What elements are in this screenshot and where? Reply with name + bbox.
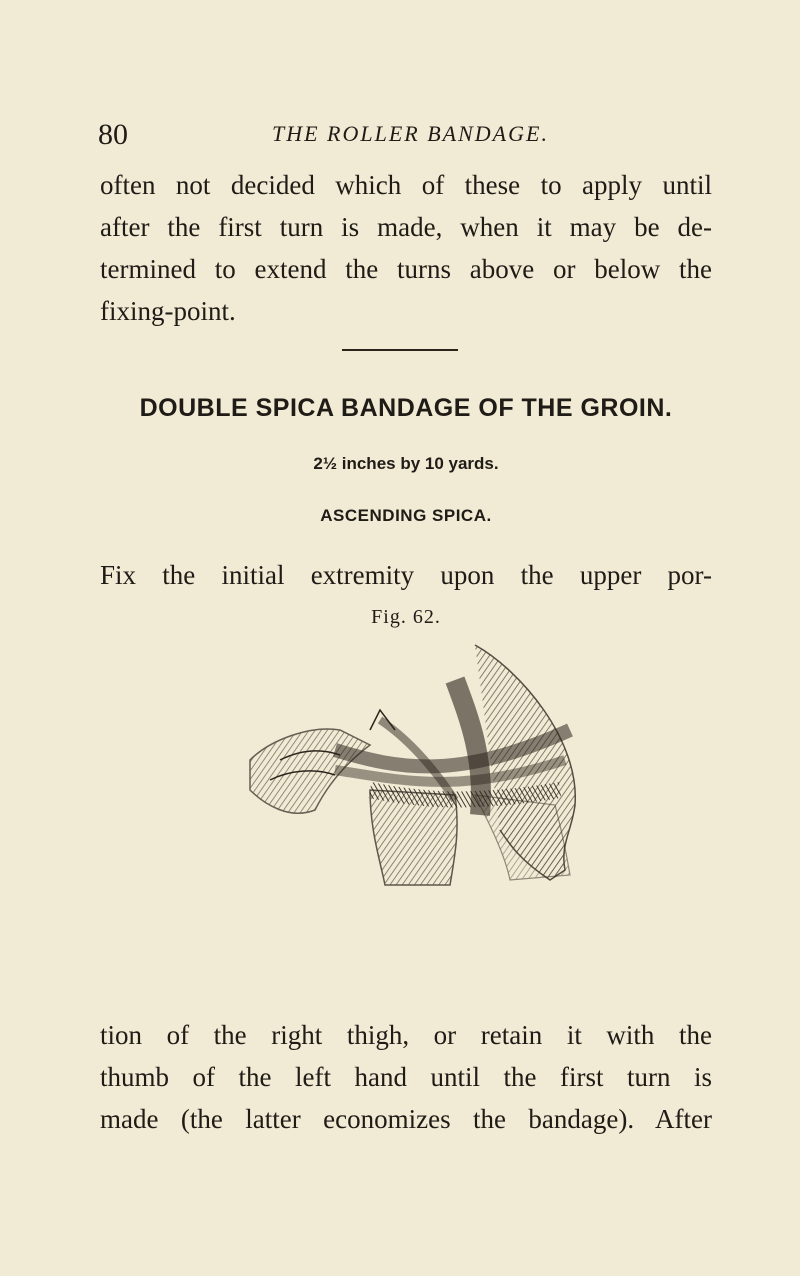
- paragraph-line: Fix the initial extremity upon the upper por-: [100, 560, 712, 590]
- running-head: THE ROLLER BANDAGE.: [272, 121, 549, 146]
- section-divider: [342, 349, 458, 351]
- figure-caption: Fig. 62.: [371, 606, 441, 628]
- page-number: 80: [98, 118, 128, 151]
- paragraph-line: termined to extend the turns above or below the: [100, 254, 712, 284]
- paragraph-line: often not decided which of these to apply until: [100, 170, 712, 200]
- section-title: DOUBLE SPICA BANDAGE OF THE GROIN.: [139, 394, 673, 422]
- section-subtitle: ASCENDING SPICA.: [320, 506, 492, 525]
- paragraph-line: fixing-point.: [100, 296, 236, 326]
- paragraph-line: thumb of the left hand until the first turn is: [100, 1062, 712, 1092]
- paragraph-line: tion of the right thigh, or retain it with the: [100, 1020, 712, 1050]
- bandage-dimensions: 2½ inches by 10 yards.: [313, 454, 499, 473]
- page-header: [98, 118, 740, 158]
- paragraph-line: after the first turn is made, when it may be de-: [100, 212, 712, 242]
- bandaged-groin-illustration: [220, 630, 600, 890]
- paragraph-line: made (the latter economizes the bandage). After: [100, 1104, 712, 1134]
